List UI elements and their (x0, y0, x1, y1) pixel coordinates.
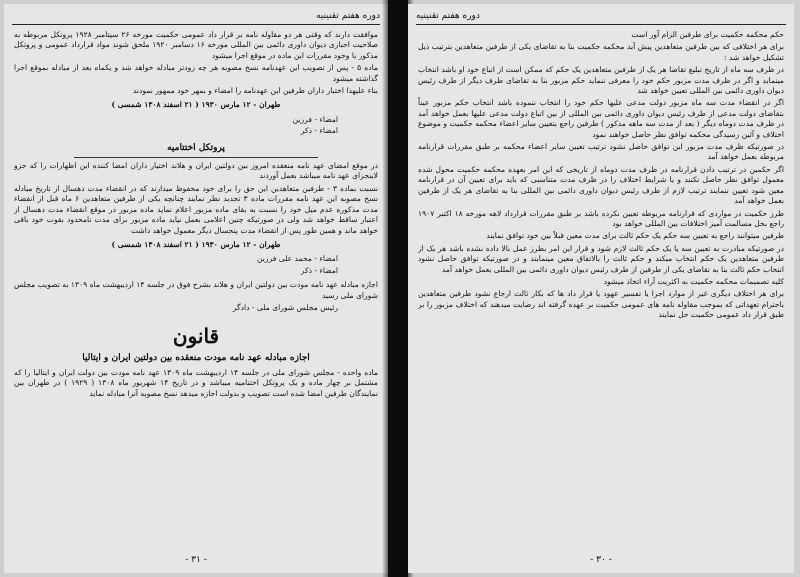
divider (74, 157, 318, 158)
paragraph: بناء علیهذا اختیار داران طرفین این عهدنامه را امضاء و بمهر خود ممهور نمودند (132, 86, 378, 96)
paragraph: نسبت بماده ۳ - طرفین متعاهدین این حق را برای خود محفوظ میدارند که در انقضاء مدت دهسال از تاریخ مبادله نسخ مصوبه این عهد نامه مقررات ماده ۳ تجدید نظر نمایند چنانچه یکی از طرفین متعاهدین ۶ ماه قبل از انقضاء مدت مذکوره عدم میل خود را نسبت به بقای ماده مزبور اعلام نماید ماده مزبور در موقع انقضاء مدت دهسال از اعتبار ساقط خواهد شد ولی در صورتیکه چنین اعلامی بعمل نیاید ماده مزبور برای مدت نامحدود بقوت خود باقی خواهد ماند و همین طور پس از انقضاء مدت پنجسال دیگر معمول خواهد داشت (14, 183, 378, 235)
header-title: دوره هفتم تقنینیه (316, 11, 380, 21)
page-body (418, 30, 784, 547)
paragraph: در صورتیکه مبادرت به تعیین سه یا یک حکم ثالث لازم شود و قرار این امر بطرز عمل بالا داده نشده باشد هر یک از طرفین متعاهدین یک حکم انتخاب میکند و حکم ثالث را بالاتفاق معین مینمایند و در صورتیکه توافق حاصل نشود انتخاب حکم ثالث بنا به تقاضای یکی از طرفین از طرف رئیس دیوان داوری دائمی بین المللی بعمل خواهد آمد (418, 243, 784, 274)
section-title: پروتکل اختتامیه (167, 142, 225, 153)
left-page (4, 4, 388, 573)
paragraph: برای هر اختلاف دیگری غیر از موارد اجرا یا تفسیر عهود یا قرار داد ها که بکار ثالث ارجاع نشود طرفین متعاهدین باحترام تعهداتی که بموجب مقاوله نامه های عمومی حکمیت بر عهده گرفته اند رضایت میدهند که اختلاف مزبور را بر طبق قرار داد عمومی حکمیت حل نمایند (418, 289, 784, 320)
law-subtitle: اجازه مبادله عهد نامه مودت منعقده بین دولتین ایران و ایتالیا (82, 353, 310, 364)
running-header (12, 10, 380, 25)
paragraph: اگر حکمین در ترتیب دادن قرارنامه در ظرف مدت دوماه از تاریخی که این امر بعهده محکمه حکمیت محول شده معمول توافق نظر حاصل نکنند و یا شرایط اختلاف را در ظرف مدت متناسبی که باید برای تعیین آن در قرارنامه معین شود تعیین ننمایند ترتیب لازم از طرف رئیس دیوان داوری دائمی بین المللی بنا به تقاضای هر یک از طرفین بعمل خواهد آمد (418, 164, 784, 206)
signature: امضاء - فرزین (292, 114, 338, 124)
signature: امضاء - محمد علی فرزین (257, 254, 338, 264)
signature: امضاء - ذکر (300, 265, 338, 275)
date-line: طهران - ۱۲ مارس ۱۹۳۰ ( ۲۱ اسفند ۱۳۰۸ شمسی ) (111, 100, 281, 110)
paragraph: اگر در انقضاء مدت سه ماه مزبور دولت مدعی علیها حکم خود را انتخاب ننموده باشد انتخاب حکم مزبور عیناً بتقاضای دولت مدعی از طرف رئیس دیوان داوری دائمی بین المللی از بین اتباع دولت مدعی علیها بعمل خواهد آمد در ظرف مدت دوماه دیگر ( بعد از مدت سه ماهه مذکور ) طرفین راجع بتعیین سایر اعضاء محکمه حکمیت و موضوع اختلاف و آئین رسیدگی محکمه توافق نظر حاصل خواهند نمود (418, 98, 784, 139)
ratification-note: اجازه مبادله عهد نامه مودت بین دولتین ایران و هلاند بشرح فوق در جلسه ۱۴ اردیبهشت ماه ۱۳۰۹ به تصویب مجلس شورای ملی رسید (14, 280, 378, 300)
paragraph: در ظرف سه ماه از تاریخ تبلیغ تقاضا هر یک از طرفین متعاهدین یک حکم که ممکن است از اتباع خود او باشد انتخاب مینماید و اگر در ظرف مدت مزبور حکم خود را معرفی ننماید حکم مزبور بنا به تقاضای طرف دیگر از طرف رئیس دیوان داوری دائمی بین المللی تعیین خواهد شد (418, 65, 784, 96)
paragraph: حکم محکمه حکمیت برای طرفین الزام آور است (631, 30, 784, 39)
date-line: طهران - ۱۲ مارس ۱۹۳۰ ( ۲۱ اسفند ۱۳۰۸ شمسی ) (111, 239, 281, 249)
page-body (14, 30, 378, 547)
paragraph: موافقت دارند که وقتی هر دو مقاوله نامه بر قرار داد عمومی حکمیت مورخه ۲۶ سپتامبر ۱۹۲۸ پروتکل مربوطه به صلاحیت اجباری دیوان داوری دائمی بین المللی مورخه ۱۶ دسامبر ۱۹۲۰ ملحق شوند مواد قرارداد عمومی و پروتکل مذکور با وجود مقررات این ماده در موقع اجرا میشود (14, 30, 378, 60)
book-gutter (388, 0, 408, 577)
ratification-signature: رئیس مجلس شورای ملی - دادگر (232, 302, 338, 312)
paragraph: در موقع امضای عهد نامه منعقده امروز بین دولتین ایران و هلاند اختیار داران امضا کننده این اظهارات را که جزو لاینجزای عهد نامه میباشد بعمل آوردند (14, 161, 378, 181)
page-number: - ۳۱ - (185, 555, 207, 565)
page-number: - ۳۰ - (590, 555, 612, 565)
paragraph: طرفین میتوانند راجع به تعیین سه حکم یک حکم ثالث برای مدت معین قبلاً بین خود توافق نمایند (486, 231, 784, 241)
paragraph: در صورتیکه ظرف مدت مزبور این توافق حاصل نشود ترتیب تعیین سایر اعضاء محکمه بر طبق مقررات قرارنامه مربوطه بعمل خواهد آمد (418, 142, 784, 162)
paragraph: ماده واحده - مجلس شورای ملی در جلسه ۱۴ اردیبهشت ماه ۱۳۰۹ عهد نامه مودت بین دولت ایران و ایتالیا را که مشتمل بر چهار ماده و یک پروتکل اختتامیه میباشد و در تاریخ ۱۴ شهریور ماه ۱۳۰۸ ( ۱۹۲۹ ) در طهران بین نمایندگان طرفین امضا شده است تصویب و بدولت اجازه میدهد نسخ مصوبه آنرا مبادله نماید (14, 367, 378, 398)
paragraph: ماده ۵ - پس از تصویب این عهدنامه نسخ مصوبه هر چه زودتر مبادله خواهد شد و یکماه بعد از مبادله بموقع اجرا گذاشته میشود (14, 63, 378, 83)
law-heading: قانون (172, 324, 220, 349)
signature-block (14, 115, 378, 137)
signature: امضاء - ذکر (300, 126, 338, 136)
paragraph: طرز حکمیت در مواردی که قرارنامه مربوطه تعیین نکرده باشد بر طبق مقررات قرارداد لاهه مورخه ۱۸ اکتبر ۱۹۰۷ راجع بحل مسالمت آمیز اختلافات بین المللی خواهد بود (418, 208, 784, 228)
header-title: دوره هفتم تقنینیه (416, 11, 480, 21)
signature-block (14, 254, 378, 276)
paragraph: برای هر اختلافی که بین طرفین متعاهدین پیش آید محکمه حکمیت بنا به تقاضای یکی از طرفین متعاهدین بترتیب ذیل تشکیل خواهد شد : (418, 42, 784, 62)
running-header (416, 10, 786, 25)
right-page (408, 4, 794, 573)
paragraph: کلیه تصمیمات محکمه حکمیت به اکثریت آراء اتخاذ میشود (603, 276, 784, 286)
